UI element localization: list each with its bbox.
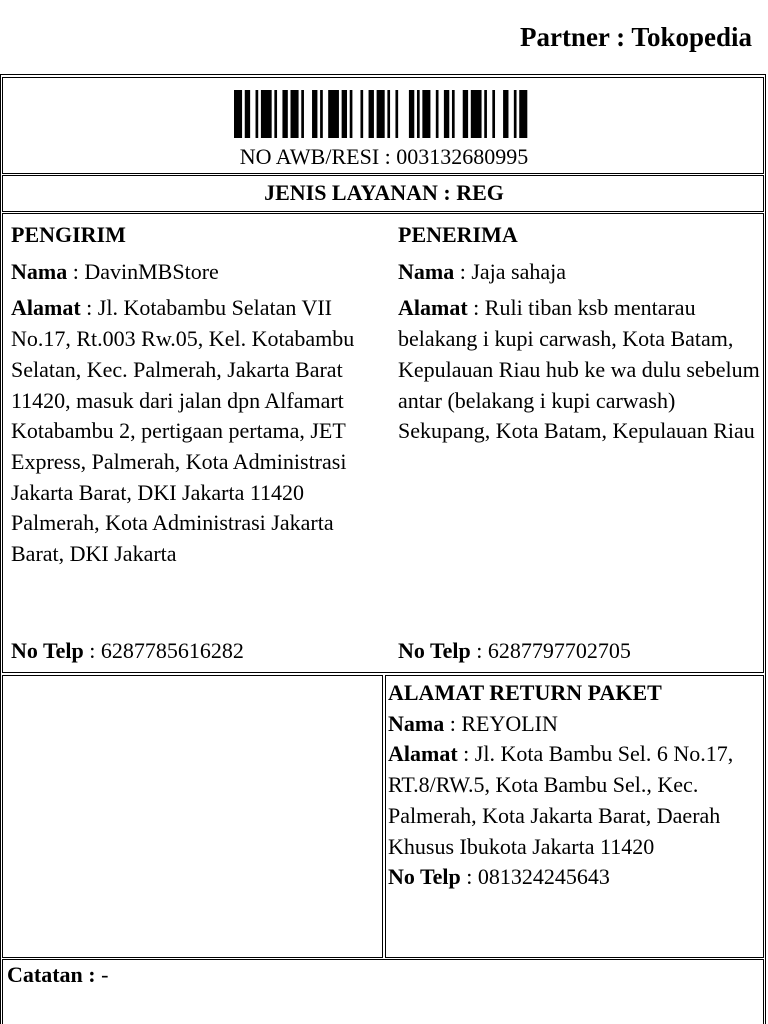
return-name-label: Nama — [388, 710, 445, 736]
sender-name-row: Nama : DavinMBStore — [11, 258, 219, 284]
sender-phone: 6287785616282 — [100, 638, 244, 663]
barcode-bar — [369, 90, 374, 138]
barcode-bar — [387, 90, 390, 138]
barcode-bar — [312, 90, 317, 138]
return-address-label: Alamat — [388, 741, 458, 767]
awb-number: NO AWB/RESI : 003132680995 — [239, 144, 529, 169]
sender-name-label: Nama — [11, 258, 68, 284]
sender-address: Jl. Kotabambu Selatan VII No.17, Rt.003 Rw.05, Kel. Kotabambu Selatan, Kec. Palmerah, Jakarta Barat 11420, masuk dari jalan dpn Alfamart Kotabambu 2, pertigaan pertama, JET Express, Palmerah, Kota Administrasi Jakarta Barat, DKI Jakarta 11420 Palmerah, Kota Administrasi Jakarta Barat, DKI Jakarta — [11, 295, 355, 567]
receiver-phone-row: No Telp : 6287797702705 — [398, 638, 631, 663]
partner-label: Partner : Tokopedia — [519, 22, 752, 52]
barcode-bar — [261, 90, 272, 138]
note-label: Catatan : — [7, 962, 96, 987]
sender-block — [11, 220, 371, 570]
barcode-bar — [301, 90, 304, 138]
receiver-heading: PENERIMA — [398, 222, 518, 247]
receiver-phone-label: No Telp — [398, 638, 471, 663]
barcode-bar — [342, 90, 347, 138]
barcode-bar — [291, 90, 299, 138]
barcode-image — [234, 90, 530, 138]
barcode-bar — [436, 90, 439, 138]
sender-address-row: Alamat : Jl. Kotabambu Selatan VII No.17, Rt.003 Rw.05, Kel. Kotabambu Selatan, Kec. Palmerah, Jakarta Barat 11420, masuk dari jalan dpn Alfamart Kotabambu 2, pertigaan pertama, JET Express, Palmerah, Kota Administrasi Jakarta Barat, DKI Jakarta 11420 Palmerah, Kota Administrasi Jakarta Barat, DKI Jakarta — [11, 295, 355, 567]
barcode-bar — [452, 90, 455, 138]
receiver-address: Ruli tiban ksb mentarau belakang i kupi carwash, Kota Batam, Kepulauan Riau hub ke wa dulu sebelum antar (belakang i kupi carwash) Sekupang, Kota Batam, Kepulauan Riau — [398, 295, 760, 444]
service-type: JENIS LAYANAN : REG — [264, 180, 504, 205]
return-phone: 081324245643 — [477, 864, 610, 890]
barcode-bar — [422, 90, 430, 138]
empty-section — [2, 675, 383, 958]
barcode-bar — [234, 90, 242, 138]
barcode-bar — [320, 90, 323, 138]
return-address: Jl. Kota Bambu Sel. 6 No.17, RT.8/RW.5, Kota Bambu Sel., Kec. Palmerah, Kota Jakarta Barat, Daerah Khusus Ibukota Jakarta 11420 — [388, 741, 734, 859]
barcode-bar — [444, 90, 449, 138]
return-phone-row: No Telp : 081324245643 — [388, 864, 610, 890]
receiver-name-label: Nama — [398, 258, 455, 284]
barcode-bar — [417, 90, 420, 138]
return-phone-label: No Telp — [388, 864, 461, 890]
barcode-bar — [377, 90, 385, 138]
barcode-bar — [492, 90, 495, 138]
sender-heading: PENGIRIM — [11, 222, 126, 247]
barcode-bar — [256, 90, 259, 138]
barcode-bar — [395, 90, 398, 138]
sender-address-label: Alamat — [11, 295, 81, 321]
barcode-bar — [282, 90, 287, 138]
receiver-name: Jaja sahaja — [471, 258, 567, 284]
barcode-bar — [360, 90, 363, 138]
note-row — [7, 960, 108, 990]
return-address-row: Alamat : Jl. Kota Bambu Sel. 6 No.17, RT.8/RW.5, Kota Bambu Sel., Kec. Palmerah, Kota Jakarta Barat, Daerah Khusus Ibukota Jakarta 11420 — [388, 741, 734, 859]
receiver-phone: 6287797702705 — [487, 638, 631, 663]
sender-phone-row: No Telp : 6287785616282 — [11, 638, 244, 663]
barcode-bar — [274, 90, 277, 138]
return-name: REYOLIN — [461, 710, 558, 736]
barcode-bar — [519, 90, 527, 138]
receiver-block — [398, 220, 760, 447]
barcode-bar — [350, 90, 353, 138]
return-name-row: Nama : REYOLIN — [388, 710, 558, 736]
barcode-bar — [503, 90, 508, 138]
barcode-bar — [245, 90, 250, 138]
sender-phone-label: No Telp — [11, 638, 84, 663]
receiver-address-row: Alamat : Ruli tiban ksb mentarau belakang i kupi carwash, Kota Batam, Kepulauan Riau hub ke wa dulu sebelum antar (belakang i kupi carwash) Sekupang, Kota Batam, Kepulauan Riau — [398, 295, 760, 444]
return-heading: ALAMAT RETURN PAKET — [388, 680, 662, 705]
barcode-bar — [409, 90, 414, 138]
receiver-address-label: Alamat — [398, 295, 468, 321]
barcode-bar — [328, 90, 339, 138]
barcode-bar — [463, 90, 468, 138]
sender-name: DavinMBStore — [84, 258, 219, 284]
barcode-bar — [471, 90, 482, 138]
barcode-bar — [514, 90, 517, 138]
receiver-name-row: Nama : Jaja sahaja — [398, 258, 567, 284]
note-section — [2, 959, 764, 1024]
return-block — [388, 678, 760, 893]
note-value: - — [101, 962, 109, 987]
barcode-bar — [484, 90, 487, 138]
